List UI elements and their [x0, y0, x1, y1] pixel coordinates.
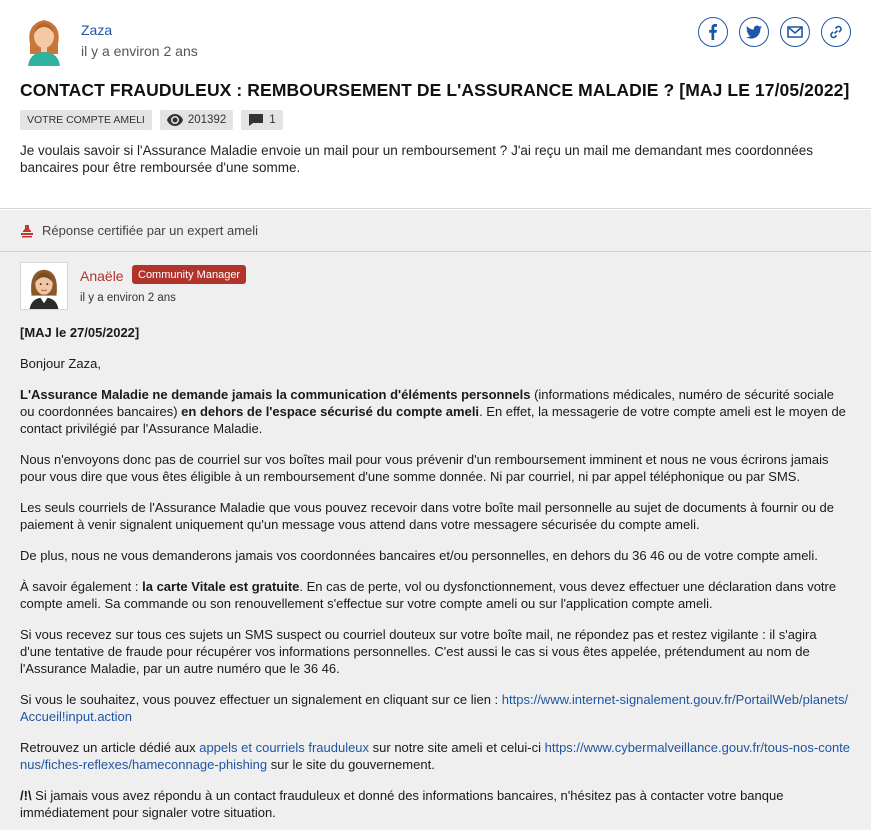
link-icon: [828, 24, 844, 40]
answer-paragraph-3: Les seuls courriels de l'Assurance Maladie que vous pouvez recevoir dans votre boîte mail personnelle au sujet de documents à fournir ou de paiement à venir signalent uniquement qu'un message vous attend dans votre messagere sécurisée du compte ameli.: [20, 500, 834, 532]
comments-value: 1: [269, 114, 276, 126]
category-tag[interactable]: VOTRE COMPTE AMELI: [20, 110, 152, 130]
share-link-button[interactable]: [821, 17, 851, 47]
answer-paragraph-5: À savoir également : la carte Vitale est gratuite. En cas de perte, vol ou dysfonctionnement, vous devez effectuer une déclaration dans votre compte ameli. Sa commande ou son renouvellement s'effectue sur votre compte ameli ou sur l'application compte ameli.: [20, 579, 837, 611]
answer-time: il y a environ 2 ans: [80, 292, 176, 304]
answer-card: [0, 210, 871, 830]
answer-paragraph-8: Retrouvez un article dédié aux appels et courriels frauduleux sur notre site ameli et celui-ci https://www.cybermalveillance.gouv.fr/tous-nos-contenus/fiches-reflexes/hameconnage-phishing sur le site du gouvernement.: [20, 740, 851, 772]
facebook-icon: [705, 24, 721, 40]
certified-banner: [0, 210, 871, 252]
views-value: 201392: [187, 114, 227, 126]
views-count: [160, 110, 233, 130]
answer-paragraph-6: Si vous recevez sur tous ces sujets un SMS suspect ou courriel douteux sur votre boîte mail, ne répondez pas et restez vigilante : il s'agira d'une tentative de fraude pour récupérer vos informations personnelles. C'est aussi le cas si vous êtes appelée, prétendument au nom de l'Assurance Maladie, par un autre numéro que le 36 46.: [20, 627, 817, 676]
share-twitter-button[interactable]: [739, 17, 769, 47]
comment-icon: [248, 114, 264, 126]
role-badge: Community Manager: [132, 265, 246, 284]
stamp-icon: [20, 224, 34, 238]
answer-update: [MAJ le 27/05/2022]: [20, 325, 140, 340]
question-card: [0, 0, 871, 209]
user-avatar-icon: [20, 14, 68, 66]
answer-paragraph-2: Nous n'envoyons donc pas de courriel sur vos boîtes mail pour vous prévenir d'un remboursement imminent et nous ne vous écrirons jamais pour vous dire que vous êtes éligible à un remboursement d'une somme donnée. Ni par courriel, ni par appel téléphonique ou par SMS.: [20, 452, 829, 484]
question-title: CONTACT FRAUDULEUX : REMBOURSEMENT DE L'ASSURANCE MALADIE ? [MAJ LE 17/05/2022]: [20, 80, 850, 100]
question-tags: [20, 110, 283, 130]
expert-avatar-icon: [20, 262, 68, 310]
eye-icon: [167, 114, 183, 126]
twitter-icon: [746, 24, 762, 40]
share-facebook-button[interactable]: [698, 17, 728, 47]
answer-body: [0, 324, 871, 821]
answer-paragraph-7: Si vous le souhaitez, vous pouvez effectuer un signalement en cliquant sur ce lien : https://www.internet-signalement.gouv.fr/PortailWeb/planets/Accueil!input.action: [20, 692, 849, 724]
answer-paragraph-1: L'Assurance Maladie ne demande jamais la communication d'éléments personnels (informations médicales, numéro de sécurité sociale ou coordonnées bancaires) en dehors de l'espace sécurisé du compte ameli. En effet, la messagerie de votre compte ameli est le moyen de contact privilégié par l'Assurance Maladie.: [20, 387, 846, 436]
certified-label: Réponse certifiée par un expert ameli: [42, 223, 259, 238]
comments-count: [241, 110, 282, 130]
answer-paragraph-4: De plus, nous ne vous demanderons jamais vos coordonnées bancaires et/ou personnelles, en dehors du 36 46 ou de votre compte ameli.: [20, 548, 818, 563]
question-time: il y a environ 2 ans: [81, 43, 198, 59]
cybermalveillance-link[interactable]: https://www.cybermalveillance.gouv.fr/tous-nos-contenus/fiches-reflexes/hameconnage-phishing: [20, 740, 851, 772]
answer-paragraph-9: /!\ Si jamais vous avez répondu à un contact frauduleux et donné des informations bancaires, n'hésitez pas à contacter votre banque immédiatement pour signaler votre situation.: [20, 788, 784, 820]
answer-greeting: Bonjour Zaza,: [20, 356, 101, 371]
answer-author[interactable]: Anaële: [80, 268, 124, 284]
mail-icon: [787, 24, 803, 40]
share-mail-button[interactable]: [780, 17, 810, 47]
fraud-article-link[interactable]: appels et courriels frauduleux: [199, 740, 370, 755]
answer-header: [0, 252, 871, 324]
question-author[interactable]: Zaza: [81, 22, 113, 38]
share-bar: [698, 17, 851, 47]
signalement-link[interactable]: https://www.internet-signalement.gouv.fr/PortailWeb/planets/Accueil!input.action: [20, 692, 849, 724]
question-body: Je voulais savoir si l'Assurance Maladie envoie un mail pour un remboursement ? J'ai reçu un mail me demandant mes coordonnées bancaires pour être remboursée d'une somme.: [20, 143, 814, 175]
